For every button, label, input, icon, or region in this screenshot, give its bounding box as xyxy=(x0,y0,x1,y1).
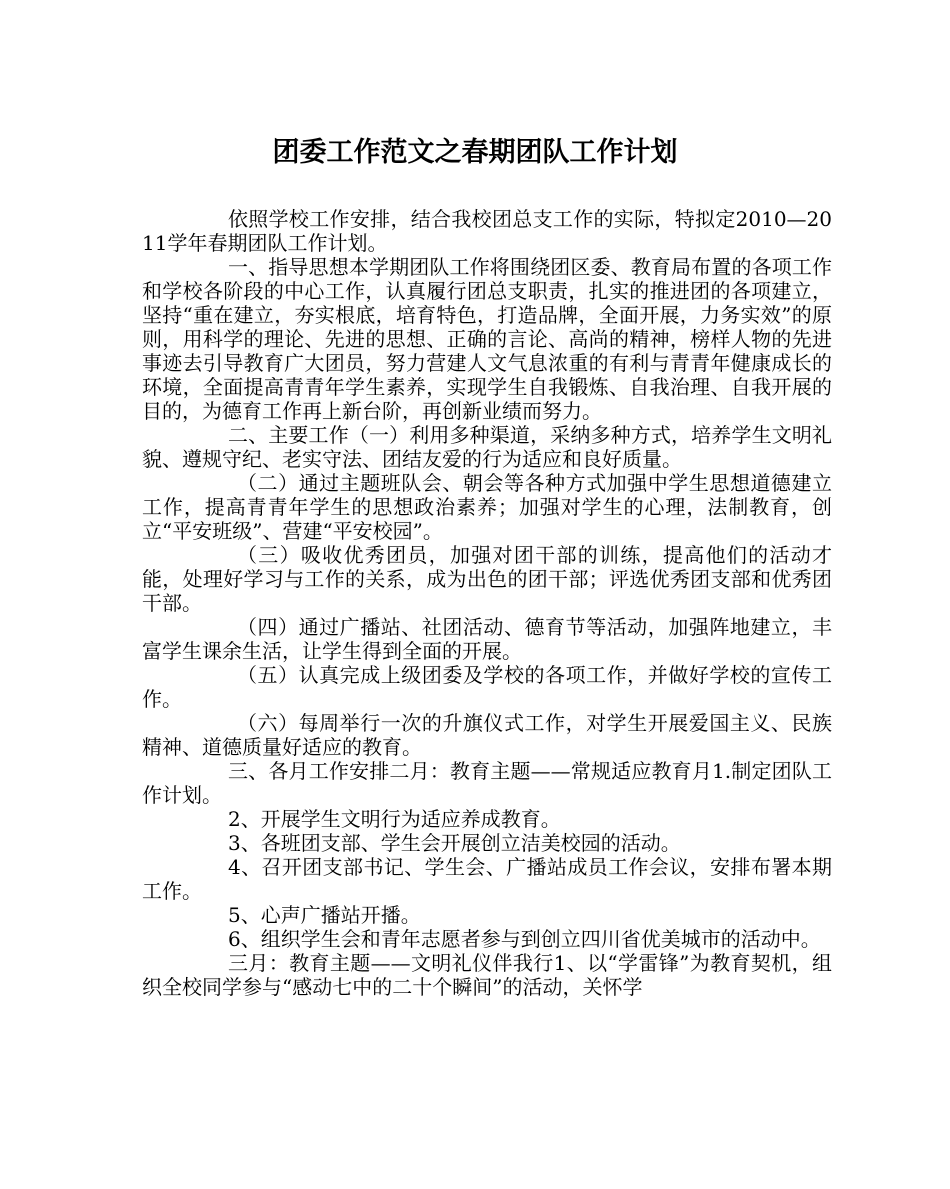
paragraph: 4、召开团支部书记、学生会、广播站成员工作会议，安排布署本期工作。 xyxy=(142,855,832,903)
paragraph: 依照学校工作安排，结合我校团总支工作的实际，特拟定2010—2011学年春期团队工作计划。 xyxy=(142,207,832,255)
paragraph: （六）每周举行一次的升旗仪式工作，对学生开展爱国主义、民族精神、道德质量好适应的教育。 xyxy=(142,711,832,759)
paragraph: （二）通过主题班队会、朝会等各种方式加强中学生思想道德建立工作，提高青青年学生的思想政治素养；加强对学生的心理，法制教育，创立“平安班级”、营建“平安校园”。 xyxy=(142,471,832,543)
paragraph: 6、组织学生会和青年志愿者参与到创立四川省优美城市的活动中。 xyxy=(228,927,821,951)
paragraph: （三）吸收优秀团员，加强对团干部的训练，提高他们的活动才能，处理好学习与工作的关系，成为出色的团干部；评选优秀团支部和优秀团干部。 xyxy=(142,543,832,615)
paragraph: 三、各月工作安排二月：教育主题——常规适应教育月1.制定团队工作计划。 xyxy=(142,759,832,807)
paragraph: 2、开展学生文明行为适应养成教育。 xyxy=(228,807,561,831)
paragraph: 5、心声广播站开播。 xyxy=(228,903,421,927)
paragraph: 三月：教育主题——文明礼仪伴我行1、以“学雷锋”为教育契机，组织全校同学参与“感动七中的二十个瞬间”的活动，关怀学 xyxy=(142,951,832,999)
paragraph: 二、主要工作（一）利用多种渠道，采纳多种方式，培养学生文明礼貌、遵规守纪、老实守法、团结友爱的行为适应和良好质量。 xyxy=(142,423,832,471)
paragraph: （四）通过广播站、社团活动、德育节等活动，加强阵地建立，丰富学生课余生活，让学生得到全面的开展。 xyxy=(142,615,832,663)
paragraph: 一、指导思想本学期团队工作将围绕团区委、教育局布置的各项工作和学校各阶段的中心工作，认真履行团总支职责，扎实的推进团的各项建立，坚持“重在建立，夯实根底，培育特色，打造品牌，全面开展，力务实效”的原则，用科学的理论、先进的思想、正确的言论、高尚的精神，榜样人物的先进事迹去引导教育广大团员，努力营建人文气息浓重的有利与青青年健康成长的环境，全面提高青青年学生素养，实现学生自我锻炼、自我治理、自我开展的目的，为德育工作再上新台阶，再创新业绩而努力。 xyxy=(142,255,832,423)
paragraph: （五）认真完成上级团委及学校的各项工作，并做好学校的宣传工作。 xyxy=(142,663,832,711)
paragraph: 3、各班团支部、学生会开展创立洁美校园的活动。 xyxy=(228,831,681,855)
document-title: 团委工作范文之春期团队工作计划 xyxy=(272,137,678,168)
document-body xyxy=(142,207,832,999)
